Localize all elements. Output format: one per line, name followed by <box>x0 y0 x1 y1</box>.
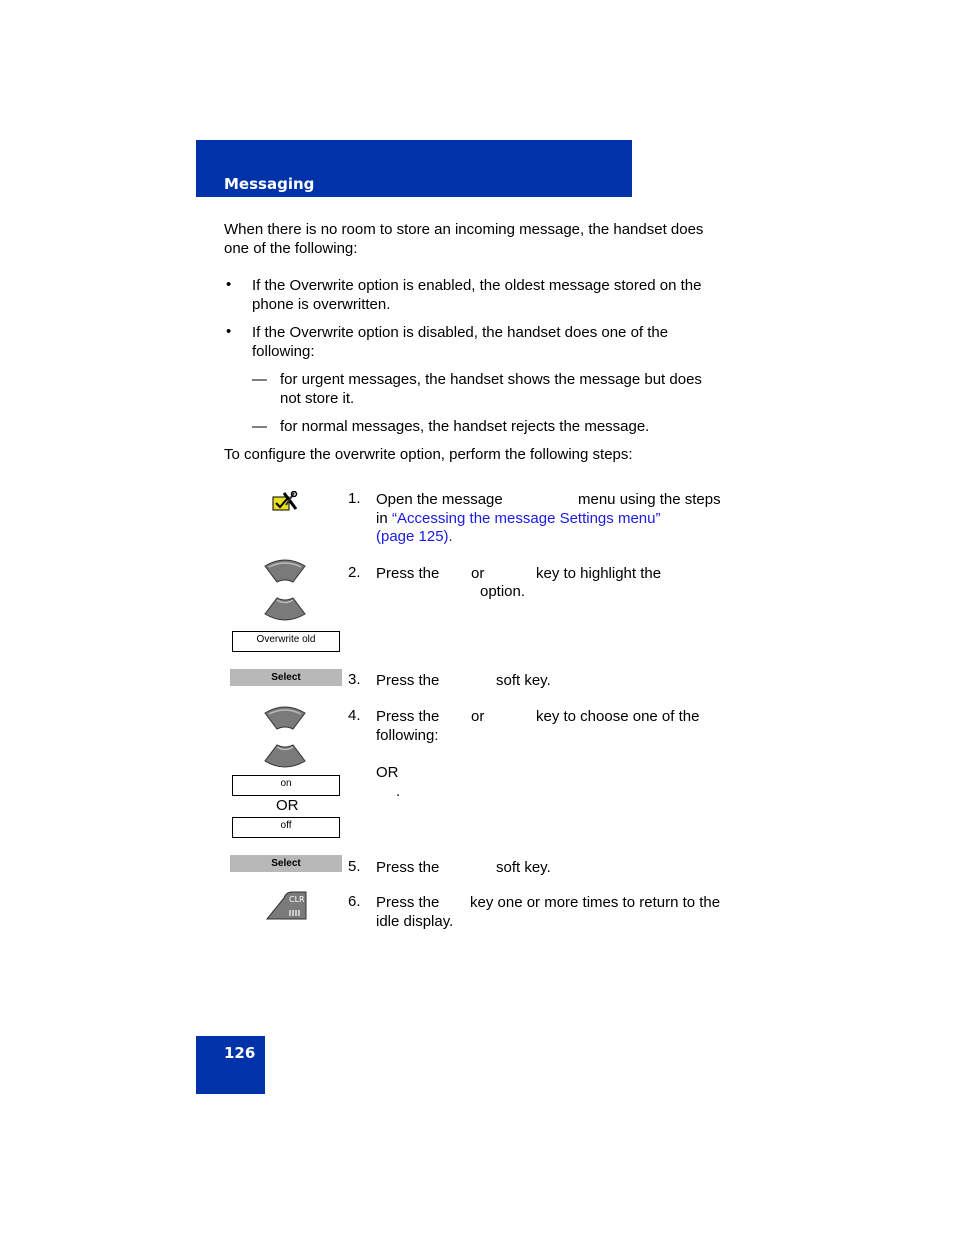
step-4-text-a: Press the <box>376 708 440 725</box>
settings-menu-link[interactable]: “Accessing the message Settings menu” <box>392 510 661 527</box>
step-1-text-b: menu using the steps <box>578 491 721 508</box>
step-2-text-b: or <box>471 565 485 582</box>
step-number: 2. <box>348 564 361 581</box>
step-1-text-c: in <box>376 510 388 527</box>
step-4-or: OR <box>376 764 399 781</box>
step-6-text-b: key one or more times to return to the <box>470 894 721 911</box>
dash-marker: — <box>252 418 267 435</box>
step-4-text-d: following: <box>376 727 439 744</box>
step-3-text-a: Press the <box>376 672 440 689</box>
section-title: Messaging <box>224 175 315 193</box>
step-1-text-a: Open the message <box>376 491 503 508</box>
nav-up-key-icon <box>263 558 307 584</box>
bullet-marker: • <box>226 323 232 340</box>
select-softkey[interactable]: Select <box>230 855 342 872</box>
step-4-text-b: or <box>471 708 485 725</box>
select-softkey[interactable]: Select <box>230 669 342 686</box>
step-5-text-a: Press the <box>376 859 440 876</box>
bullet-1-line-1: If the Overwrite option is enabled, the oldest message stored on the <box>252 277 702 294</box>
bullet-2-line-1: If the Overwrite option is disabled, the handset does one of the <box>252 324 669 341</box>
lcd-off: off <box>232 817 340 838</box>
nav-down-key-icon <box>263 743 307 769</box>
step-number: 4. <box>348 707 361 724</box>
bullet-2-line-2: following: <box>252 343 315 360</box>
lcd-overwrite-old: Overwrite old <box>232 631 340 652</box>
settings-menu-page-link[interactable]: (page 125). <box>376 528 453 545</box>
page-number: 126 <box>224 1044 256 1062</box>
step-5-text-b: soft key. <box>496 859 551 876</box>
step-4-text-c: key to choose one of the <box>536 708 700 725</box>
lcd-or-label: OR <box>276 797 299 814</box>
step-number: 5. <box>348 858 361 875</box>
nav-up-key-icon <box>263 705 307 731</box>
dash-2-line-1: for normal messages, the handset rejects the message. <box>280 418 650 435</box>
step-number: 1. <box>348 490 361 507</box>
step-4-dot: . <box>396 783 401 800</box>
configure-text: To configure the overwrite option, perform the following steps: <box>224 446 633 463</box>
step-2-text-a: Press the <box>376 565 440 582</box>
intro-line-2: one of the following: <box>224 240 358 257</box>
step-6-text-c: idle display. <box>376 913 454 930</box>
dash-marker: — <box>252 371 267 388</box>
step-number: 6. <box>348 893 361 910</box>
step-2-text-c: key to highlight the <box>536 565 662 582</box>
dash-1-line-2: not store it. <box>280 390 355 407</box>
step-3-text-b: soft key. <box>496 672 551 689</box>
intro-line-1: When there is no room to store an incoming message, the handset does <box>224 221 704 238</box>
clr-key-icon <box>266 890 308 920</box>
step-6-text-a: Press the <box>376 894 440 911</box>
step-2-text-d: option. <box>480 583 526 600</box>
bullet-marker: • <box>226 276 232 293</box>
step-number: 3. <box>348 671 361 688</box>
nav-down-key-icon <box>263 596 307 622</box>
clr-key-label: CLR <box>289 895 305 904</box>
bullet-1-line-2: phone is overwritten. <box>252 296 391 313</box>
settings-tools-icon <box>272 491 300 513</box>
dash-1-line-1: for urgent messages, the handset shows the message but does <box>280 371 702 388</box>
lcd-on: on <box>232 775 340 796</box>
